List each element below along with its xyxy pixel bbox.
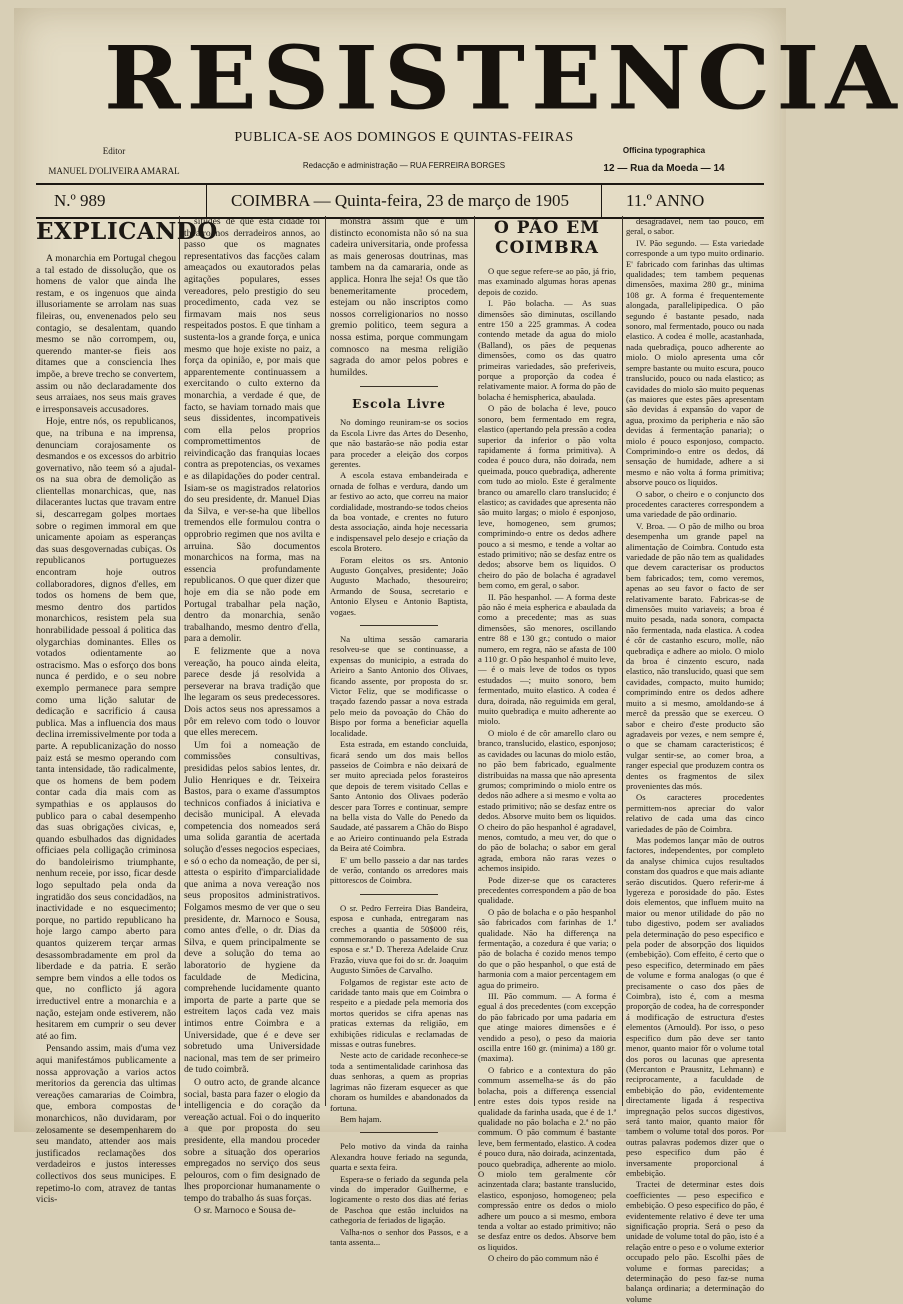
paragraph: O miolo é de côr amarello claro ou branco, translucido, elastico, esponjoso; as cavidades ou lacunas do miolo estão, no pão bem fabricado, egualmente distribuidas na massa que não apresenta grumos; comprimindo o miolo entre os dedos não adhere a si mesmo e volta ao estado primitivo; não se desfaz entre os dedos. Absorve muito bem os liquidos. O cheiro do pão hespanhol é agradavel, menos, comtudo, a meu ver, do que o do pão de bolacha; o sabor em geral agrada, embora não raras vezes o achemos insipido. [478,727,616,874]
column-1 [36,216,218,1206]
paragraph: Valha-nos o senhor dos Passos, e a tanta assenta... [330,1226,468,1247]
article-body-notices [330,903,468,1248]
column-4 [478,216,616,1264]
article-body-estrada [330,634,468,886]
paragraph: A escola estava embandeirada e ornada de folhas e verdura, dando um ar festivo ao acto, que correu na maior cordialidade, mostrando-se todos cheios da boa vontade, e crentes no futuro desta associação, ainda hoje necessaria e indispensavel pelo desejo e criação da escola Brotero. [330,470,468,554]
paragraph: Na ultima sessão camararia resolveu-se que se continuasse, a expensas do municipio, a estrada do Arieiro a Santo Antonio dos Olivaes, ficando assente, por proposta do sr. Victor Feliz, que se modificasse o traçado fazendo passar a nova estrada pelo meio da povoação do Chão do Bispo por forma a beneficiar aquella localidade. [330,634,468,738]
article-headline-explicando: EXPLICANDO [36,218,218,245]
paragraph: O pão de bolacha é leve, pouco sonoro, bem fermentado em regra, elastico (apertando pela pressão a codea superior da inferior o pão volta rapidamente á forma primitiva). A codea é pouco dura, não doirada, nem queimada, pouco quebradiça, adherente com tudo ao miolo. Este é geralmente branco ou amarello claro translucido; é elastico; as cavidades que apresenta não são muito largas; o miolo é esponjoso, leve, homogeneo, sem grumos; comprimindo-o entre os dedos adhere pouco a si mesmo, e tende a voltar ao estado primitivo; não se desfaz entre os dedos; absorve bem os liquidos. O cheiro do pão de bolacha é agradavel bem como, em geral, o sabor. [478,403,616,591]
paragraph: Espera-se o feriado da segunda pela vinda do imperador Guilherme, e logicamente o resto dos dias até ferias de Paschoa que estão incluidos na cathegoria de feriados de ligação. [330,1173,468,1226]
article-body-pao-continued [626,216,764,1304]
paragraph: Um foi a nomeação de commissões consultivas, presididas pelos sabios lentes, dr. Julio Henriques e dr. Teixeira Bastos, para o exame d'assumptos technicos confiados á iniciativa e decisão municipal. A elevada competencia dos nomeados será uma solida garantia de acertada solução d'esses negocios especiaes, e só o echo da nomeação, de per si, attesta o espirito d'imparcialidade que anima a nova vereação nos seus propositos administrativos. Folgamos mesmo de ver que o seu presidente, dr. Marnoco e Sousa, como antes d'elle, o dr. Dias da Silva, e quem principalmente se deve a solução do tema ao laboratorio de hygiene da faculdade de Medicina, comprehende lucidamente quanto importa de parte a parte que se estreitem laços cada vez mais intimos entre Coimbra e a Universidade, que é e deve ser sobretudo uma Universidade nacional, mas tem de ser primeiro de tudo coimbrã. [184,739,320,1076]
paragraph: E felizmente que a nova vereação, ha pouco ainda eleita, parece desde já resolvida a perseverar na brava tradição que lhe legaram os seus predecessores. Dois actos seus nos apressamos a pôr em relevo com todo o louvor que elles merecem. [184,645,320,739]
paragraph: Bem hajam. [340,1113,382,1124]
paragraph: Folgamos de registar este acto de caridade tanto mais que em Coimbra o respeito e a piedade pela memoria dos mortos queridos se cifra apenas nas praticas externas da religião, em exhibições ridiculas e reclamadas de missas e outras funebres. [330,976,468,1050]
issue-year: 11.º ANNO [626,191,705,210]
paragraph: Esta estrada, em estando concluida, ficará sendo um dos mais bellos passeios de Coimbra e não deixará de ser muito apreciada pelos forasteiros que depois de terem visitado Cellas e Santo Antonio dos Olivaes poderão descer para Torres e continuar, sempre na bella vista do Valle do Penedo da Saudade, até passarem a Chão do Bispo e ao Arieiro continuando pela Estrada da Beira até Coimbra. [330,739,468,854]
editor-block [39,144,189,178]
editor-label: Editor [102,146,126,156]
paragraph: O sabor, o cheiro e o conjuncto dos procedentes caracteres correspondem a uma variedade de pão ordinario. [626,488,764,520]
publication-schedule: PUBLICA-SE AOS DOMINGOS E QUINTAS-FEIRAS [234,130,574,145]
article-headline-pao: O PÃO EM COIMBRA [494,218,600,258]
paragraph: Neste acto de caridade reconhece-se toda a sentimentalidade carinhosa das duas senhoras, a quem as proprias lagrimas não fizeram esquecer as que choram os humildes e abandonados da fortuna. [330,1050,468,1113]
paragraph: A monarchia em Portugal chegou a tal estado de dissolução, que os homens de valor que ainda lhe restam, e os ingenuos que ainda illusoriamente se arrolam nas suas fileiras, ou, envenenados pelo seu contagio, se desalentam, quando mesmo se não corrompem, ou, querendo manter-se fieis aos ditames que a consciencia lhes impõe, a breve trecho se convertem, assim ou não declaradamente dos seus arraiaes, nos seus mais graves e irresponsaveis accusadores. [36,253,176,415]
paragraph: Pelo motivo da vinda da rainha Alexandra houve feriado na segunda, quarta e sexta feira. [330,1141,468,1173]
article-columns [36,216,764,1304]
paragraph: V. Broa. — O pão de milho ou broa desempenha um grande papel na alimentação de Coimbra. Contudo esta variedade de pão não tem as qualidades que devem caracterisar os productos bem fabricados; tem, como veremos, apenas ao seu favor o facto de ser relativamente barato. Fabricas-se de dimensões muito variaveis; a broa é muito pesada, nada sonora, compacta não fermentada, nada elastica. A codea é côr de castanho escuro, molle, não quebradiça e adhere ao miolo. O miolo da broa é cinzento escuro, nada elastico, não translucido, quasi que sem cavidades, compacto, muito humido; comprimindo entre os dedos adhere muito a si mesmo, amoldando-se á mercê da pressão que se exerceu. O sabor e cheiro d'este producto são agradaveis por vezes, e nem sempre é, o que se chamam caracteristicos; é vulgar sentir-se, ao comer broa, a ranger especial que produzem contra os dentes os fragmentos de silex provenientes das mós. [626,520,764,791]
paragraph: Foram eleitos os srs. Antonio Augusto Gonçalves, presidente; João Augusto Machado, thesoureiro; Armando de Sousa, secretario e Antonio Elyseu e Antonio Baptista, vogaes. [330,554,468,617]
paragraph: desagradavel, nem tão pouco, em geral, o sabor. [626,216,764,237]
masthead-title: RESISTENCIA [104,26,903,130]
paragraph: Pode dizer-se que os caracteres precedentes correspondem a pão de boa qualidade. [478,874,616,906]
paragraph: O que segue refere-se ao pão, já frio, mas examinado algumas horas apenas depois de cozido. [478,266,616,297]
print-shop-block [584,144,744,176]
column-3 [330,216,468,1247]
info-divider [601,185,602,217]
paragraph: I. Pão bolacha. — As suas dimensões são diminutas, oscillando entre 150 a 225 grammas. A codea contendo metade da agua do miolo (Balland), os pães de pequenas dimensões, como os das quatro primeiras variedades, são preferiveis, porque a proporção da codea é relativamente maior. A forma do pão de bolacha é hemispherica, abaulada. [478,298,616,402]
paragraph: No domingo reuniram-se os socios da Escola Livre das Artes do Desenho, que não bastarão-se não podia estar para proceder a eleição dos corpos gerentes. [330,417,468,469]
issue-date: COIMBRA — Quinta-feira, 23 de março de 1905 [231,191,570,210]
paragraph: E' um bello passeio a dar nas tardes de verão, contando os arredores mais pittorescos de Coimbra. [330,854,468,886]
paragraph: Pensando assim, mais d'uma vez aqui manifestámos publicamente a nossa approvação a varios actos meritorios da gerencia das ultimas vereações camararias de Coimbra, que, embora compostas de monarchicos, não duvidaram, por zelosamente se desempenharem do seu mandato, attender aos mais justificados reclamações dos verdadeiros e justos interesses collectivos dos seus municipes. E repetimo-lo com, atravez de tantas vicis- [36,1043,176,1206]
paragraph: monstra assim que é um distincto economista não só na sua cadeira universitaria, onde professa as mais generosas doutrinas, mas tambem na da camararia, onde as applica. Honra lhe seja! Os que tão benemeritamente procedem, estejam ou não inscriptos como nossos correligionarios no nosso gremio politico, teem segura a nossa estima, porque commungam comnosco na mesma religião sagrada do amor pelos pobres e humildes. [330,216,468,378]
paragraph: Mas podemos lançar mão de outros factores, independentes, por completo da analyse chimica cujos resultados constam dos quadros e que mais adiante serão discutidos. Quero referir-me á lygereza e porosidade do pão. Estes dois elementos, que influem muito na maior ou menor utilidade do pão no tubo digestivo, podem ser avaliados pela determinação do peso especifico e pela poder de absorpção dos liquidos (embebição). Com effeito, é certo que o peso especifico, determinado em pães de volume e forma analogas (o que é precisamente o caso dos pães de Coimbra), isto é, com a mesma proporção de codea, ha de corresponder á modificação de estructura d'estes elementos (Arnould). Por isso, o peso especifico dum pão deve ser tanto menor, quanto maior fôr o volume total dos poros ou lacunas que apresenta (Mercanton e Prausnitz, Lehmann) e reciprocamente, a faculdade de embebição do pão, evidentemente directamente ligada á respectiva impregnação pelos succos digestivos, será tanto maior, quanto maior fôr tambem o volume total dos poros. Por outras palavras podemos dizer que o peso especifico dum pão é inversamente proporcional á embebição. [626,834,764,1178]
editorial-address: Redacção e administração — RUA FERREIRA BORGES [302,161,506,170]
section-divider [360,1132,438,1133]
paragraph: O pão de bolacha e o pão hespanhol são fabricados com farinhas de 1.ª qualidade. Não ha differença na fermentação, a cozedura é que varia; o pão de bolacha é cozido menos tempo do que o pão hespanhol, o que está de harmonia com a maior percentagem em agua do primeiro. [478,906,616,990]
article-body-explicando [36,253,176,1206]
article-body-escola-livre [330,417,468,617]
paragraph: Os caracteres procedentes permittem-nos apreciar do valor relativo de cada uma das cinco variedades de pão de Coimbra. [626,792,764,834]
masthead [104,26,903,130]
paragraph: Tractei de determinar estes dois coefficientes — peso especifico e embebição. O peso especifico do pão, é evidentemente relativo é deve ter uma significação propria. Será o peso da unidade de volume total do pão, isto é a relação entre o peso e o volume exterior occupado pelo pão. Escolhi pães de volume e formas parecidas; a determinação do peso faz-se numa balança ordinaria; a determinação do volume [626,1179,764,1304]
print-shop-label: Officina typographica [622,146,706,155]
issue-number: N.º 989 [54,191,106,210]
info-divider [206,185,207,217]
paragraph: O sr. Marnoco e Sousa de- [194,1205,296,1217]
paragraph: situdes de que esta cidade foi theatro nos derradeiros annos, ao passo que os magnates representativos das facções calam ameaçados ou exautorados pelas agitações populares, esses vereadores, pelo prestigio do seu procedimento, cada vez se firmavam mais nos seus respeitados postos. E que tinham a sustenta-los a grande força, e unica mesmo que hoje existe no paiz, a força da opinião, e, por mais que apparentemente continuassem a exercitando o culto externo da monarchia, a verdade é que, de facto, se haviam tornado mais que seus dissidentes, incompativeis com ella pelos proprios compromettimentos de reivindicação das franquias locaes contra as prepotencias, os vexames e as dilapidações do poder central. Isiam-se os magistrados relatorios do seu presidente, dr. Manuel Dias da Silva, e ver-se-ha que libellos tremendos elle formulou contra o opprobrio regimen que nos avilta e arruina. São documentos monarchicos na forma, mas na essencia profundamente republicanos. O que quer dizer que hoje em dia se não pode em Portugal trabalhar pela nação, dentro da monarchia, senão trabalhando, mesmo dentro d'ella, para a demolir. [184,216,320,645]
paragraph: O fabrico e a contextura do pão commum assemelha-se ás do pão bolacha, pois a differença essencial entre estes dois typos reside na qualidade da farinha usada, que é de 1.ª qualidade no pão bolacha e 2.ª no pão commum. O pão commum é bastante leve, bem fermentado, elastico. A codea é pouco dura, não doirada, acinzentada, pouco quebradiça, adherente ao miolo. O miolo tem geralmente côr acinzentada clara; bastante translucido, elastico, esponjoso, homogeneo; pela compressão entre os dedos o miolo adhere um pouco a si mesmo, embora tenda a voltar ao estado primitivo; não se desfaz entre os dedos. Absorve bem os liquidos. [478,1064,616,1252]
print-shop-address: 12 — Rua da Moeda — 14 [603,163,725,174]
issue-info-bar [36,183,764,219]
paragraph: III. Pão commum. — A forma é egual á dos precedentes (com excepção do pão fabricado por uma padaria em que atinge maiores dimensões e é vendido a peso), o peso da maioria oscilla entre 160 gr. (minima) a 180 gr. (maxima). [478,991,616,1064]
section-divider [360,386,438,387]
column-5 [626,216,764,1304]
paragraph: O cheiro do pão commum não é [488,1253,599,1264]
editor-name: MANUEL D'OLIVEIRA AMARAL [48,166,180,176]
column-2 [184,216,320,1217]
paragraph: II. Pão hespanhol. — A forma deste pão não é meia espherica e abaulada da como a precedente; mas as suas dimensões, são menores, oscillando entre 88 e 130 gr.; contudo o maior numero, em regra, não se afasta de 100 a 110 gr. O pão hespanhol é muito leve, — é o mais leve de todos os typos estudados —; muito sonoro, bem fermentado, muito elastico. A codea é dura, doirada, não reguimida em geral, muito quebradiça e muito adherente ao miolo. [478,591,616,727]
article-body-pao [478,266,616,1264]
article-headline-escola-livre: Escola Livre [352,397,446,412]
section-divider [360,625,438,626]
paragraph: O outro acto, de grande alcance social, basta para fazer o elogio da intelligencia e do coração da vereação actual. Foi o do inquerito a que por proposta do seu presidente, ella mandou proceder sobre a situação dos operarios empregados no serviço dos seus pelouros, com o fim designado de lhes proporcionar humanamente o tempo do trabalho ás suas forças. [184,1076,320,1204]
section-divider [360,894,438,895]
paragraph: Hoje, entre nós, os republicanos, que, na tribuna e na imprensa, denunciam corajosamente os desmandos e os excessos do arbitrio governativo, não teem só a ajudal-os na sua obra de demolição as clientellas monarchicas, que, nas dilacerantes luctas que travam entre si, descarregam golpes mortaes sobre o regimen immoral em que unicamente apoiam as esperanças das suas desgovernadas cubiças. Os republicanos portuguezes encontram hoje outros collaboradores, dignos d'elles, em todos os homens de bem que, mesmo dentro dos partidos monarchicos, resistem pela sua honrabilidade pessoal á politica das olygarchias dominantes. Elles os votados odientamente ao ostracismo. Mas o esforço dos bons nunca é perdido, e o seu nobre exemplo permanece para sempre como uma lição salutar de dedicação e sacrificio á causa publica. Mas a influencia dos maus declina irremissivelmente por toda a parte. A republicanização do nosso paiz está se mesmo operando com tanta intensidade, tão radicalmente, que os homens de bem podem contar cada dia mais com as sympathias e os applausos do publico para o cabal desempenho das suas obrigações civicas, e, quando esbulhados das dignidades officiaes pela colligação criminosa do bandoleirismo triumphante, nenhum receie, por isso, ficar desde logo sepultado pela onda da ingratidão dos seus concidadãos, na inactividade e no esquecimento; porque, no partido republicano ha hoje largo campo aberto para quantos quizerem terçar armas desassombradamente em prol da liberdade e da patria. E serão sempre bem vindos a elle todos os que, no conflicto já agora irreductivel entre a monarchia e a nação, estejam onde estiverem, não hesitarem em cumprir o seu dever até ao fim. [36,416,176,1042]
paragraph: IV. Pão segundo. — Esta variedade corresponde a um typo muito ordinario. E' fabricado com farinhas das ultimas qualidades; tem tambem pequenas dimensões, maxima 280 gr., minima 108 gr. A forma é frequentemente alongada, parallelipipedica. O pão segundo é bastante pesado, nada sonoro, mal fermentado, pouco ou nada elastico. A codea é molle, acastanhada, nada quebradiça, pouco adherente ao miolo. O miolo apresenta uma côr sempre bastante ou muito escura, pouco translucido, pouco ou nada elastico; as cavidades do miolo são muito pequenas (as maiores que estes pães apresentam são devidas á expansão do vapor de agua, proximo da peripheria e não são devidas á fermentação panaria); o miolo é pouco esponjoso, compacto. Comprimindo-o entre os dedos, dá sensação de humidade, adhere a si mesmo e não volta á forma primitiva; absorve pouco os liquidos. [626,237,764,488]
paragraph: O sr. Pedro Ferreira Dias Bandeira, esposa e cunhada, entregaram nas creches a quantia de 50$000 réis, commemorando o passamento de sua esposa e sr.ª D. Thereza Adelaide Cruz Frazão, viuva que foi do sr. dr. Joaquim Augusto Simões de Carvalho. [330,902,468,976]
